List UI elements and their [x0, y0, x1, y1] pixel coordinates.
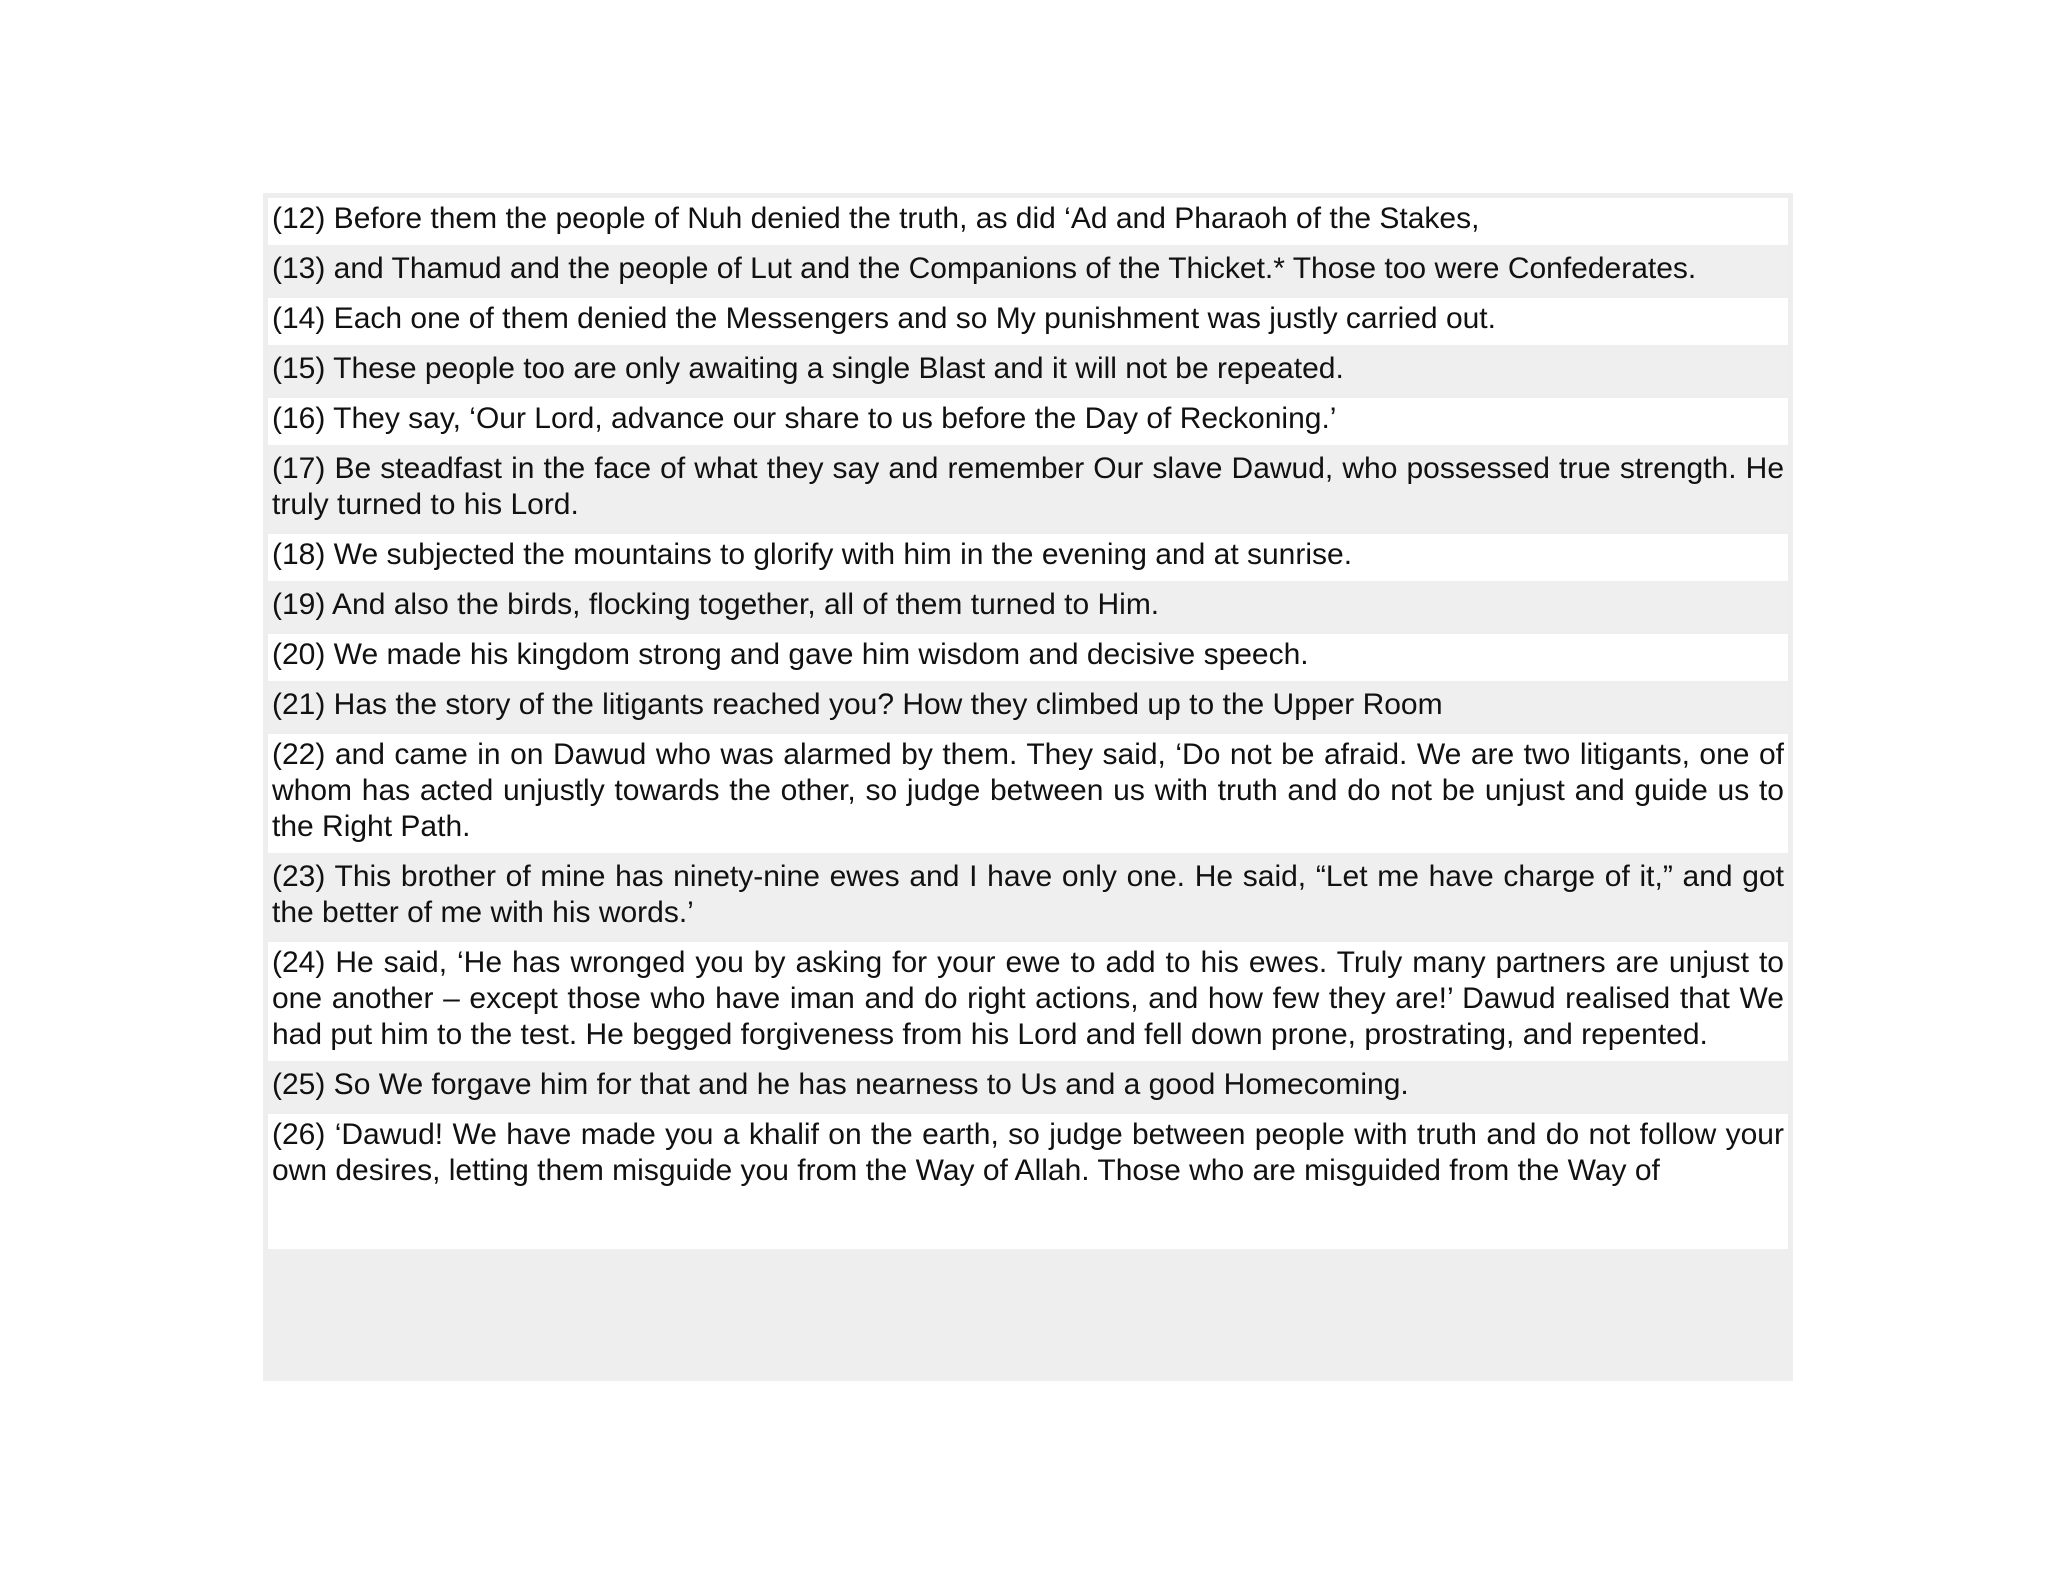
verse-row-20: (20) We made his kingdom strong and gave him wisdom and decisive speech.	[268, 634, 1788, 681]
verse-row-26: (26) ‘Dawud! We have made you a khalif on the earth, so judge between people with truth and do not follow your own desires, letting them misguide you from the Way of Allah. Those who are misguided from the Way of	[268, 1114, 1788, 1249]
verse-row-18: (18) We subjected the mountains to glorify with him in the evening and at sunrise.	[268, 534, 1788, 581]
verse-row-16: (16) They say, ‘Our Lord, advance our share to us before the Day of Reckoning.’	[268, 398, 1788, 445]
verse-row-19: (19) And also the birds, flocking together, all of them turned to Him.	[268, 584, 1788, 631]
verse-row-21: (21) Has the story of the litigants reached you? How they climbed up to the Upper Room	[268, 684, 1788, 731]
verse-row-25: (25) So We forgave him for that and he has nearness to Us and a good Homecoming.	[268, 1064, 1788, 1111]
verse-row-24: (24) He said, ‘He has wronged you by asking for your ewe to add to his ewes. Truly many partners are unjust to one another – except those who have iman and do right actions, and how few they are!’ Dawud realised that We had put him to the test. He begged forgiveness from his Lord and fell down prone, prostrating, and repented.	[268, 942, 1788, 1061]
verse-row-15: (15) These people too are only awaiting a single Blast and it will not be repeated.	[268, 348, 1788, 395]
verse-table	[263, 193, 1793, 1381]
verse-row-14: (14) Each one of them denied the Messengers and so My punishment was justly carried out.	[268, 298, 1788, 345]
verse-row-13: (13) and Thamud and the people of Lut and the Companions of the Thicket.* Those too were Confederates.	[268, 248, 1788, 295]
verse-row-23: (23) This brother of mine has ninety-nine ewes and I have only one. He said, “Let me have charge of it,” and got the better of me with his words.’	[268, 856, 1788, 939]
verse-row-12: (12) Before them the people of Nuh denied the truth, as did ‘Ad and Pharaoh of the Stakes,	[268, 198, 1788, 245]
verse-row-22: (22) and came in on Dawud who was alarmed by them. They said, ‘Do not be afraid. We are two litigants, one of whom has acted unjustly towards the other, so judge between us with truth and do not be unjust and guide us to the Right Path.	[268, 734, 1788, 853]
verse-row-17: (17) Be steadfast in the face of what they say and remember Our slave Dawud, who possessed true strength. He truly turned to his Lord.	[268, 448, 1788, 531]
